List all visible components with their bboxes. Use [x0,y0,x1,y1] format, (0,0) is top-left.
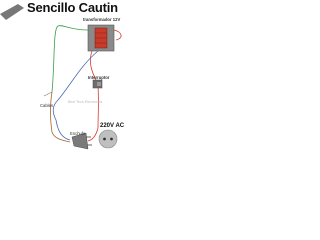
plug-label: Enchufe [70,131,86,136]
switch [93,80,102,88]
cable-splice [44,92,52,96]
wire-red-1 [114,30,121,40]
watermark: Best Tech Electronics [68,100,103,104]
socket-face [99,130,117,148]
transformer-label: transformador 12V [83,17,121,22]
diagram-title: Sencillo Cautin [27,0,118,15]
wire-to-plug [88,128,98,141]
ac-voltage-label: 220V AC [100,123,125,129]
transformer [88,25,114,51]
wiring-diagram [0,0,149,198]
switch-toggle [97,82,101,86]
wire-green [52,26,88,92]
switch-label: Interruptor [88,75,110,80]
wire-brown-2 [56,120,70,140]
wall-socket [99,130,117,148]
wire-blue [53,51,98,120]
soldering-iron-tip [0,4,24,20]
cables-label: Cables [40,103,54,108]
